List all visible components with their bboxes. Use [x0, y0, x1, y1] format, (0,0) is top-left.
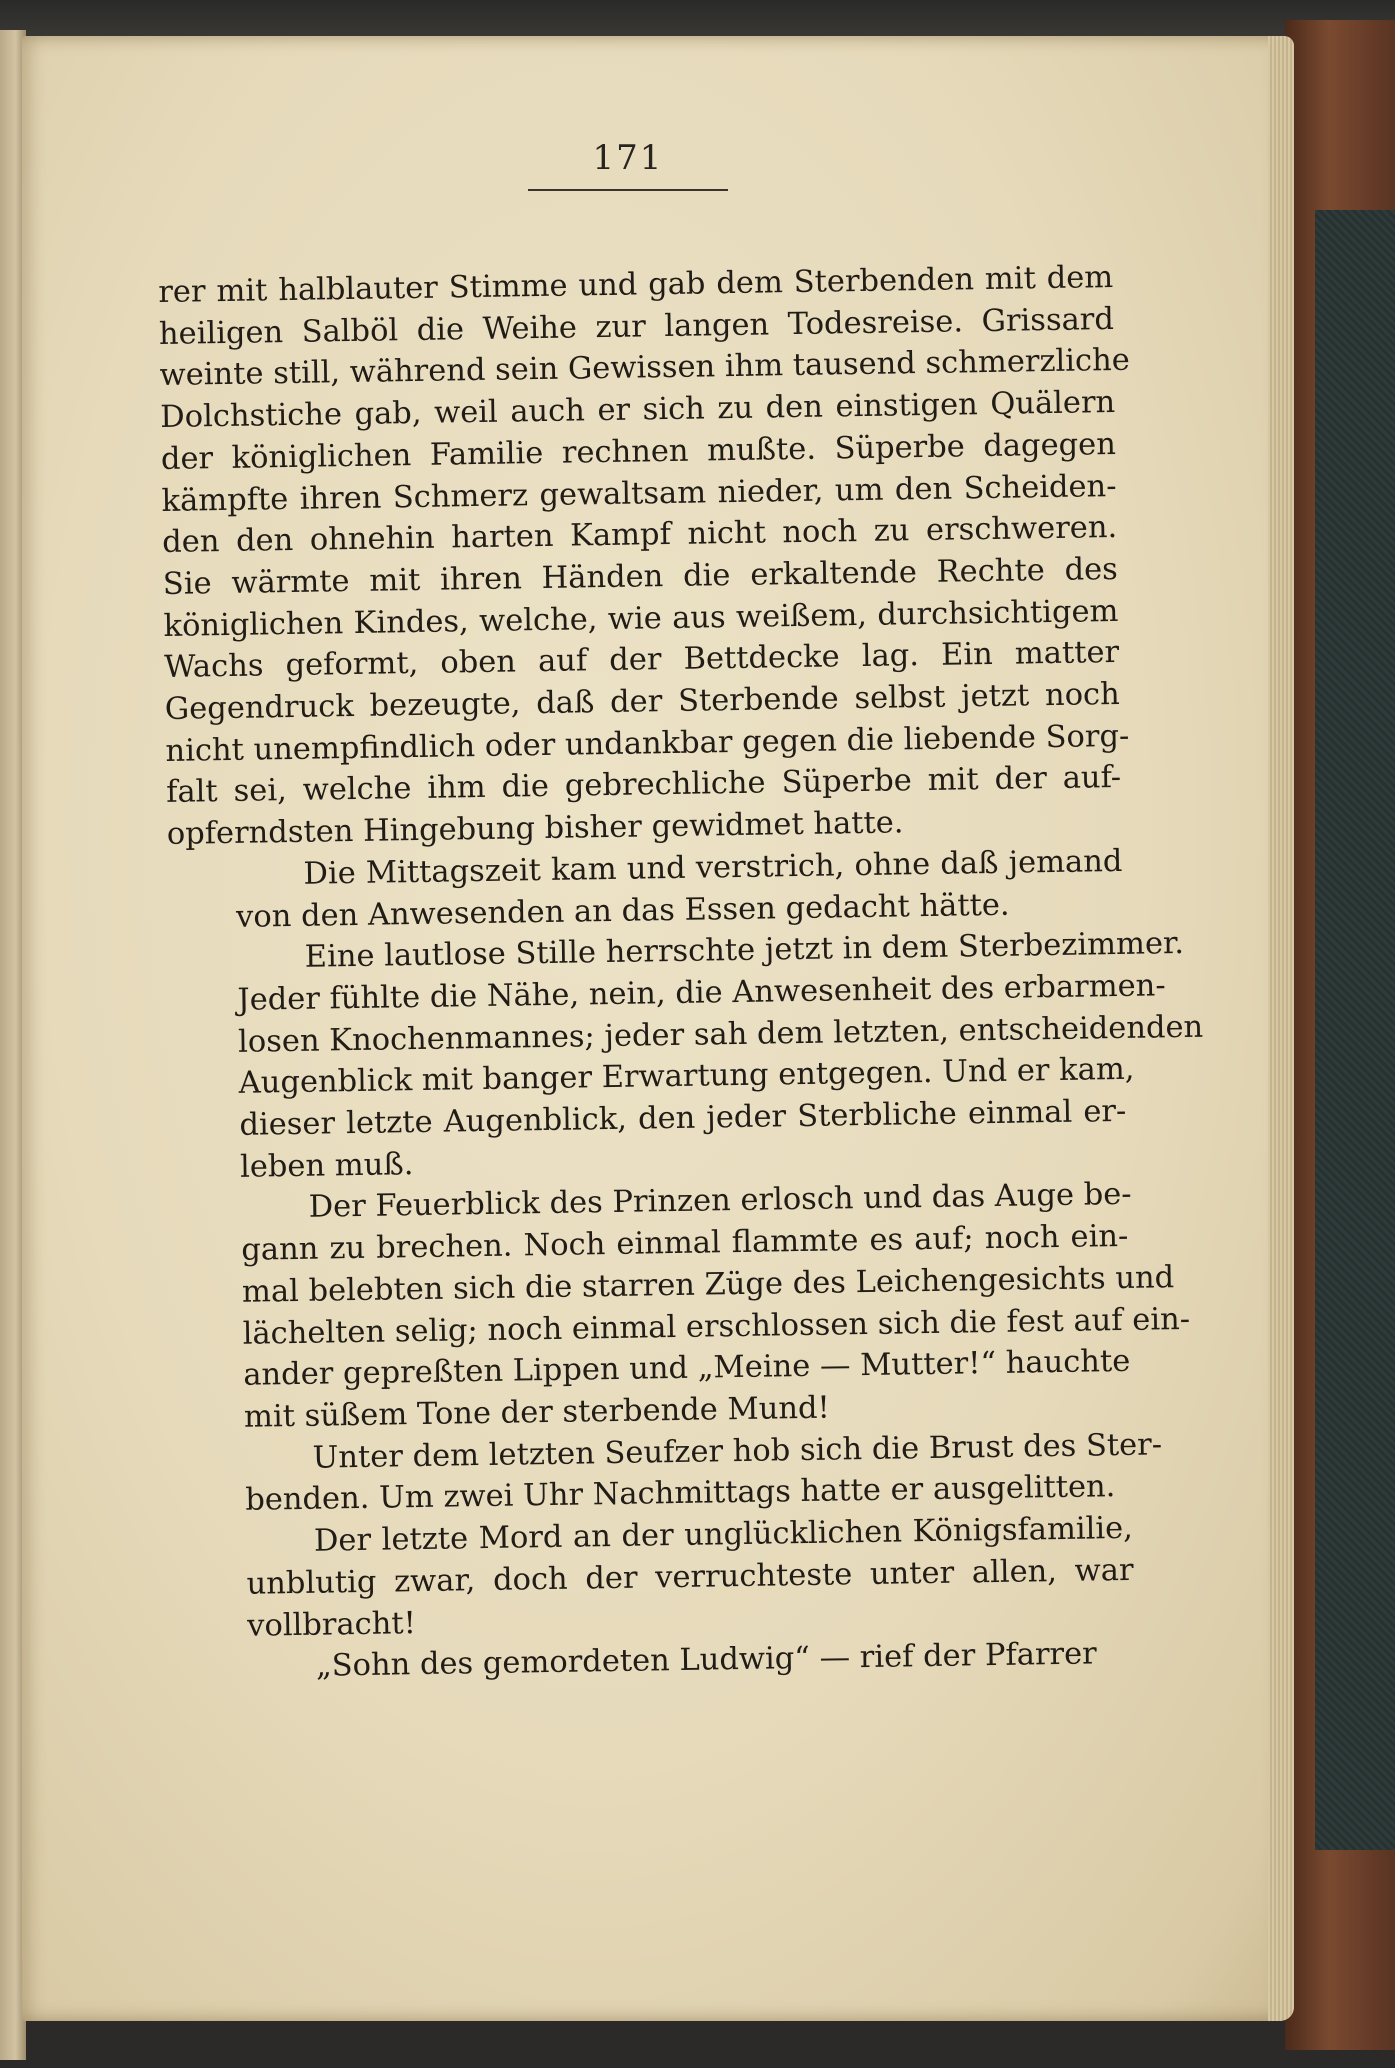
text-line: Dolchstiche gab, weil auch er sich zu den einstigen Quälern [160, 385, 1116, 436]
text-line: gann zu brechen. Noch einmal flammte es auf; noch ein- [241, 1219, 1129, 1268]
text-line: Jeder fühlte die Nähe, nein, die Anwesenheit des erbarmen- [237, 968, 1166, 1018]
header-rule [528, 189, 728, 191]
text-line: leben muß. [239, 1146, 414, 1185]
paragraph [158, 257, 1131, 856]
text-line: rer mit halblauter Stimme und gab dem Sterbenden mit dem [158, 259, 1114, 310]
text-line: Der letzte Mord an der unglücklichen Königsfamilie, [313, 1510, 1134, 1559]
text-line: mal belebten sich die starren Züge des Leichengesichts und [241, 1260, 1175, 1310]
text-line: Die Mittagszeit kam und verstrich, ohne daß jemand [303, 843, 1123, 892]
text-line: mit süßem Tone der sterbende Mund! [243, 1390, 831, 1435]
text-line: von den Anwesenden an das Essen gedacht hätte. [235, 887, 1010, 935]
text-line: weinte still, während sein Gewissen ihm tausend schmerzliche [159, 343, 1131, 394]
paragraph [176, 1425, 1163, 1523]
text-line: Augenblick mit banger Erwartung entgegen. Und er kam, [238, 1052, 1135, 1102]
text-line: Der Feuerblick des Prinzen erlosch und das Auge be- [308, 1177, 1132, 1226]
text-line: lächelten selig; noch einmal erschlossen sich die fest auf ein- [242, 1301, 1191, 1352]
text-line: opferndsten Hingebung bisher gewidmet hatte. [166, 805, 904, 853]
text-line: nicht unempfindlich oder undankbar gegen die liebende Sorg- [165, 718, 1130, 769]
book-cover-right [1285, 20, 1395, 2050]
text-line: unblutig zwar, doch der verruchteste unter allen, war [246, 1552, 1134, 1602]
text-line: Gegendruck bezeugte, daß der Sterbende selbst jetzt noch [164, 676, 1121, 727]
text-line: den den ohnehin harten Kampf nicht noch zu erschweren. [161, 510, 1118, 561]
text-line: losen Knochenmannes; jeder sah dem letzten, entscheidenden [237, 1009, 1204, 1060]
text-line: Unter dem letzten Seufzer hob sich die Brust des Ster- [312, 1427, 1163, 1476]
paragraph [167, 841, 1123, 939]
text-line: benden. Um zwei Uhr Nachmittags hatte er ausgelitten. [245, 1469, 1116, 1519]
text-line: falt sei, welche ihm die gebrechliche Süperbe mit der auf- [165, 760, 1122, 811]
text-line: der königlichen Familie rechnen mußte. Süperbe dagegen [160, 426, 1117, 477]
text-line: dieser letzte Augenblick, den jeder Sterbliche einmal er- [239, 1093, 1127, 1143]
text-line: Wachs geformt, oben auf der Bettdecke lag. Ein matter [163, 635, 1120, 686]
cover-cloth [1315, 210, 1395, 1850]
text-line: Eine lautlose Stille herrschte jetzt in dem Sterbezimmer. [304, 926, 1185, 976]
text-line: Sie wärmte mit ihren Händen die erkaltende Rechte des [162, 551, 1119, 602]
text-line: ander gepreßten Lippen und „Meine — Mutter!“ hauchte [243, 1344, 1131, 1394]
page-stack-edge [1268, 36, 1294, 2021]
text-line: vollbracht! [247, 1605, 417, 1644]
text-line: „Sohn des gemordeten Ludwig“ — rief der Pfarrer [315, 1636, 1098, 1684]
paragraph [172, 1174, 1191, 1439]
text-line: königlichen Kindes, welche, wie aus weißem, durchsichtigem [163, 593, 1119, 644]
paragraph [178, 1508, 1135, 1648]
paragraph [168, 924, 1204, 1189]
page-number: 171 [592, 138, 664, 178]
text-line: kämpfte ihren Schmerz gewaltsam nieder, um den Scheiden- [161, 468, 1117, 519]
body-text [158, 257, 1204, 1690]
text-line: heiligen Salböl die Weihe zur langen Todesreise. Grissard [158, 301, 1115, 352]
